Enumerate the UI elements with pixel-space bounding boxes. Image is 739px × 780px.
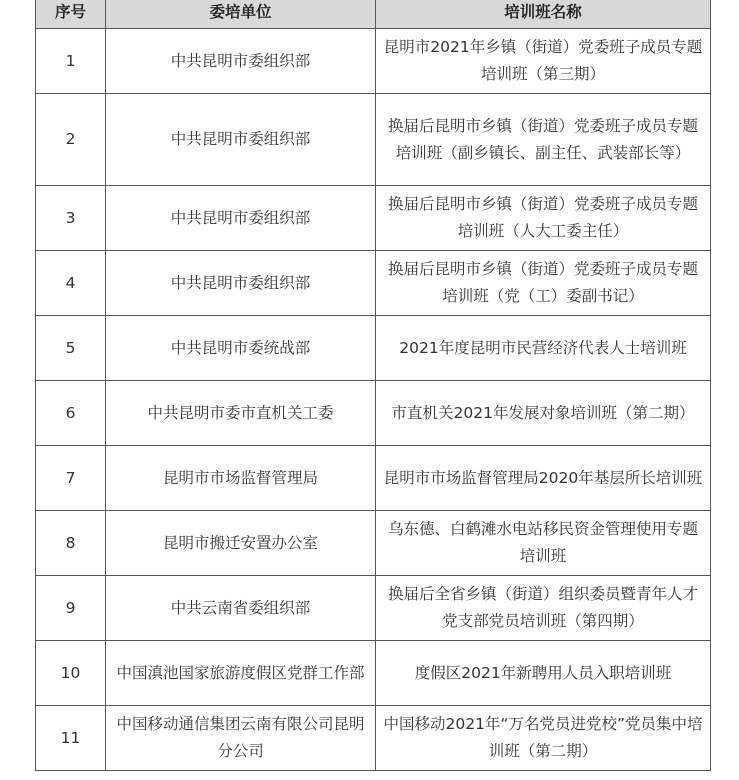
row-number: 6 [36, 381, 106, 446]
row-number: 2 [36, 94, 106, 186]
row-unit: 中共昆明市委统战部 [106, 316, 376, 381]
row-number: 5 [36, 316, 106, 381]
header-course-name: 培训班名称 [376, 0, 711, 29]
table-row [36, 94, 711, 186]
row-number: 7 [36, 446, 106, 511]
table-row [36, 29, 711, 94]
row-course: 昆明市2021年乡镇（街道）党委班子成员专题培训班（第三期） [376, 29, 711, 94]
row-unit: 中共昆明市委组织部 [106, 251, 376, 316]
row-number: 1 [36, 29, 106, 94]
row-unit: 中共昆明市委组织部 [106, 29, 376, 94]
table-header-row [36, 0, 711, 29]
row-course: 换届后昆明市乡镇（街道）党委班子成员专题培训班（党（工）委副书记） [376, 251, 711, 316]
table-row [36, 576, 711, 641]
row-unit: 中共昆明市委组织部 [106, 186, 376, 251]
row-course: 换届后昆明市乡镇（街道）党委班子成员专题培训班（人大工委主任） [376, 186, 711, 251]
row-course: 市直机关2021年发展对象培训班（第二期） [376, 381, 711, 446]
row-unit: 中国移动通信集团云南有限公司昆明分公司 [106, 706, 376, 771]
training-roster-table [35, 0, 711, 771]
row-course: 昆明市市场监督管理局2020年基层所长培训班 [376, 446, 711, 511]
row-unit: 中共昆明市委组织部 [106, 94, 376, 186]
row-number: 4 [36, 251, 106, 316]
table-row [36, 316, 711, 381]
table-row [36, 446, 711, 511]
table-row [36, 251, 711, 316]
row-number: 10 [36, 641, 106, 706]
table-row [36, 511, 711, 576]
row-unit: 昆明市市场监督管理局 [106, 446, 376, 511]
header-serial-number: 序号 [36, 0, 106, 29]
table-row [36, 186, 711, 251]
row-unit: 中国滇池国家旅游度假区党群工作部 [106, 641, 376, 706]
table-row [36, 641, 711, 706]
table-row [36, 706, 711, 771]
row-course: 换届后全省乡镇（街道）组织委员暨青年人才党支部党员培训班（第四期） [376, 576, 711, 641]
row-unit: 中共云南省委组织部 [106, 576, 376, 641]
row-unit: 中共昆明市委市直机关工委 [106, 381, 376, 446]
row-number: 9 [36, 576, 106, 641]
table-row [36, 381, 711, 446]
header-commissioning-unit: 委培单位 [106, 0, 376, 29]
row-course: 乌东德、白鹤滩水电站移民资金管理使用专题培训班 [376, 511, 711, 576]
row-number: 11 [36, 706, 106, 771]
row-course: 换届后昆明市乡镇（街道）党委班子成员专题培训班（副乡镇长、副主任、武装部长等） [376, 94, 711, 186]
row-unit: 昆明市搬迁安置办公室 [106, 511, 376, 576]
row-course: 2021年度昆明市民营经济代表人士培训班 [376, 316, 711, 381]
row-number: 3 [36, 186, 106, 251]
row-number: 8 [36, 511, 106, 576]
row-course: 度假区2021年新聘用人员入职培训班 [376, 641, 711, 706]
row-course: 中国移动2021年“万名党员进党校”党员集中培训班（第二期） [376, 706, 711, 771]
